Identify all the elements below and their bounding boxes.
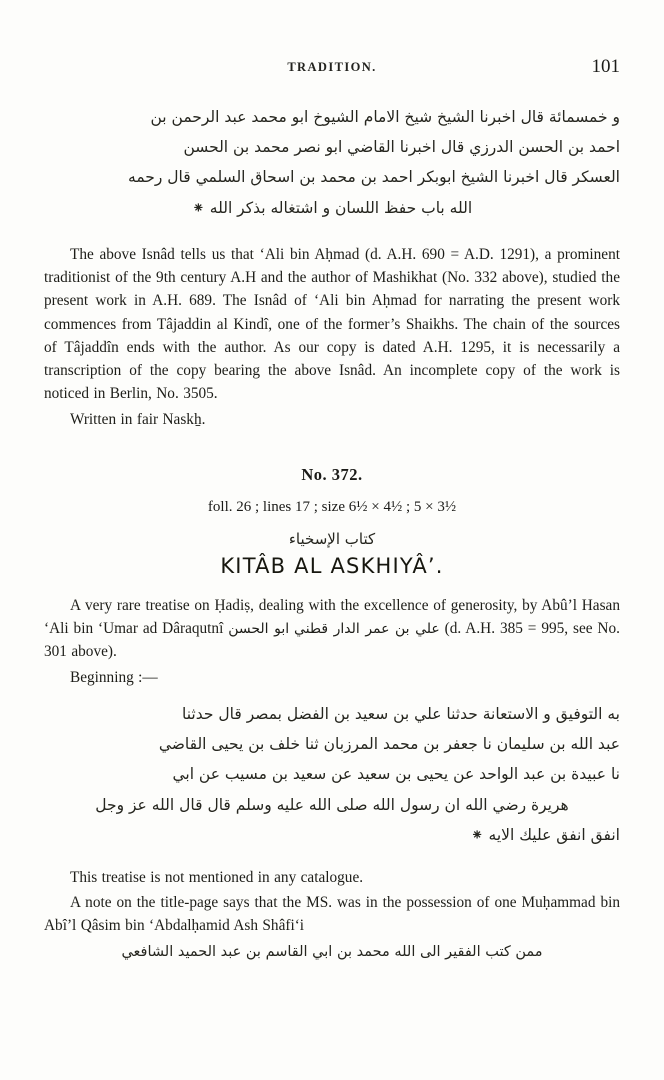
- arabic-footnote: ممن كتب الفقير الى الله محمد بن ابي القاسم بن عبد الحميد الشافعي: [121, 943, 543, 960]
- arabic-isnad-block: [44, 102, 620, 223]
- isnad-explanation-paragraph: The above Isnâd tells us that ‘Ali bin Aḥmad (d. A.H. 690 = A.D. 1291), a prominent traditionist of the 9th century A.H and the author of Mashikhat (No. 332 above), studied the present work in A.H. 689. The Isnâd of ‘Ali bin Aḥmad for narrating the present work commences from Tâjaddin al Kindî, one of the former’s Shaikhs. The chain of the sources of Tâjaddîn ends with the author. As our copy is dated A.H. 1295, it is necessarily a transcription of the copy bearing the above Isnâd. An incomplete copy of the work is noticed in Berlin, No. 3505.: [44, 245, 620, 403]
- arabic-beginning-line-4: هريرة رضي الله ان رسول الله صلى الله عليه وسلم قال قال الله عز وجل: [95, 795, 569, 814]
- arabic-isnad-line-3: العسكر قال اخبرنا الشيخ ابوبكر احمد بن محمد بن اسحاق السلمي قال رحمه: [128, 168, 620, 187]
- entry-collation: foll. 26 ; lines 17 ; size 6½ × 4½ ; 5 × 3½: [207, 498, 457, 515]
- page-header: [44, 56, 620, 84]
- ownership-note-paragraph: A note on the title-page says that the MS. was in the possession of one Muḥammad bin Abî’l Qâsim bin ‘Abdalḥamid Ash Shâfi‘i: [44, 894, 620, 935]
- arabic-beginning-block: [44, 699, 620, 850]
- entry-description-paragraph: [44, 594, 620, 664]
- treatise-note-paragraph: This treatise is not mentioned in any catalogue.: [70, 868, 364, 886]
- beginning-label: Beginning :—: [70, 668, 158, 686]
- entry-description-text: A very rare treatise on Ḥadiṣ, dealing with the excellence of generosity, by Abû’l Hasan ‘Ali bin ‘Umar ad Dâraqutnî: [44, 596, 620, 638]
- entry-number: No. 372.: [301, 464, 363, 484]
- page-number: 101: [591, 56, 620, 77]
- arabic-beginning-line-1: به التوفيق و الاستعانة حدثنا علي بن سعيد بن الفضل بمصر قال حدثنا: [182, 704, 620, 723]
- running-head: TRADITION.: [287, 60, 377, 74]
- entry-title-transliteration: KITÂB AL ASKHIYÂ’.: [220, 553, 444, 578]
- entry-description-arabic-1: ابو الحسن: [228, 621, 290, 638]
- entry-title-arabic: كتاب الإسخياء: [288, 529, 376, 548]
- arabic-beginning-line-5: انفق انفق عليك الايه ⁕: [470, 825, 620, 844]
- arabic-beginning-line-3: نا عبيدة بن عبد الواحد عن يحيى بن سعيد عن سعيد بن مسيب عن ابي: [172, 765, 620, 784]
- arabic-isnad-line-2: احمد بن الحسن الدرزي قال اخبرنا القاضي ابو نصر محمد بن الحسن: [183, 138, 620, 157]
- arabic-isnad-line-1: و خمسمائة قال اخبرنا الشيخ شيخ الامام الشيوخ ابو محمد عبد الرحمن بن: [150, 108, 620, 126]
- script-note-paragraph: Written in fair Naskẖ.: [70, 410, 206, 428]
- arabic-isnad-line-4: الله باب حفظ اللسان و اشتغاله بذكر الله ⁕: [191, 198, 473, 217]
- page-content: [44, 56, 620, 960]
- entry-description-tail: (d. A.H. 385 = 995, see No. 301 above).: [44, 620, 620, 661]
- arabic-beginning-line-2: عبد الله بن سليمان نا جعفر بن محمد المرزبان ثنا خلف بن يحيى القاضي: [158, 735, 620, 754]
- entry-description-arabic-2: علي بن عمر الدار قطني: [294, 621, 440, 638]
